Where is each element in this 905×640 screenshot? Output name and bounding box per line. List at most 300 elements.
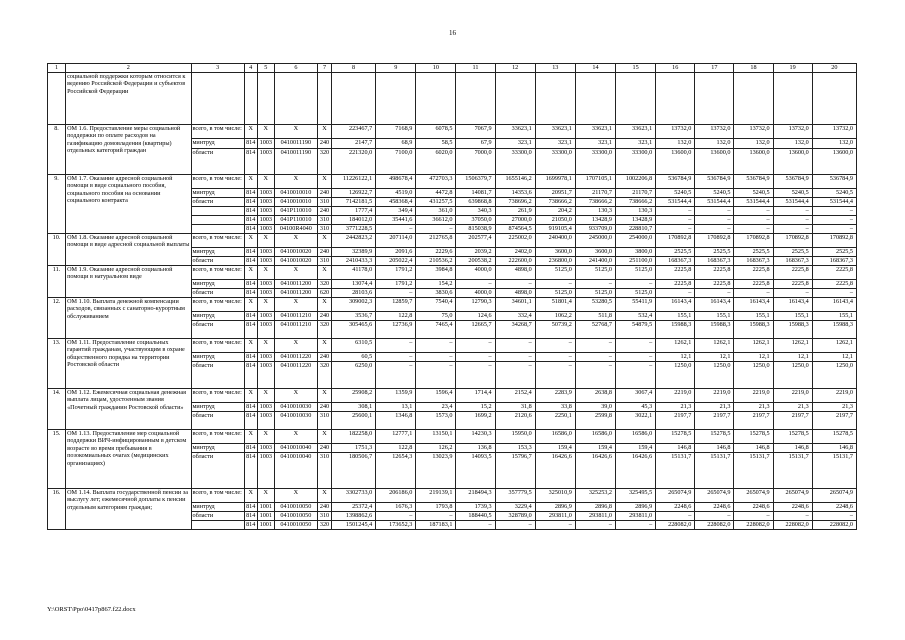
amount-cell: – bbox=[376, 289, 416, 298]
amount-cell: 2525,5 bbox=[695, 248, 734, 257]
executor-cell: области bbox=[191, 412, 244, 430]
amount-cell: 531544,4 bbox=[656, 198, 695, 207]
rzpr-cell: 1003 bbox=[257, 412, 274, 430]
amount-cell: 132,0 bbox=[734, 139, 773, 149]
executor-cell: области bbox=[191, 198, 244, 207]
grbs-cell: 814 bbox=[244, 321, 257, 339]
amount-cell: 7540,4 bbox=[416, 298, 456, 312]
grbs-cell: X bbox=[244, 266, 257, 280]
vr-cell: 310 bbox=[317, 216, 331, 225]
amount-cell: 25372,4 bbox=[332, 503, 376, 512]
amount-cell: 146,8 bbox=[773, 444, 812, 453]
row-number: 11. bbox=[48, 266, 66, 298]
grbs-cell: 814 bbox=[246, 403, 256, 410]
amount-cell: 2229,6 bbox=[416, 248, 456, 257]
grbs-cell: 814 bbox=[246, 353, 256, 360]
amount-cell: – bbox=[535, 353, 575, 362]
amount-cell: 1262,1 bbox=[695, 339, 734, 353]
amount-cell bbox=[332, 73, 376, 125]
amount-cell: 3600,0 bbox=[535, 248, 575, 257]
amount-cell: 305465,6 bbox=[332, 321, 376, 339]
amount-cell: 21,3 bbox=[695, 403, 734, 412]
amount-cell: 738666,2 bbox=[535, 198, 575, 207]
amount-cell bbox=[773, 73, 812, 125]
amount-cell: 67,9 bbox=[456, 139, 495, 149]
grbs-cell: 814 bbox=[246, 225, 256, 232]
amount-cell: 51801,4 bbox=[535, 298, 575, 312]
vr-cell: X bbox=[317, 339, 331, 353]
amount-cell: 33300,0 bbox=[535, 149, 575, 175]
amount-cell: 12,1 bbox=[695, 353, 734, 362]
amount-cell: 13428,9 bbox=[575, 216, 615, 225]
grbs-cell: 814 bbox=[244, 362, 257, 389]
amount-cell: 130,3 bbox=[575, 207, 615, 216]
amount-cell: 210536,2 bbox=[416, 257, 456, 266]
amount-cell: 3067,4 bbox=[616, 389, 656, 403]
csr-cell: 0410010050 bbox=[274, 503, 317, 512]
csr-cell: 0410011200 bbox=[274, 280, 317, 289]
amount-cell: 155,1 bbox=[695, 312, 734, 321]
amount-cell: 15988,3 bbox=[695, 321, 734, 339]
amount-cell: 16586,0 bbox=[616, 430, 656, 444]
header-cell-20: 20 bbox=[812, 64, 856, 73]
csr-cell: 0410011190 bbox=[274, 139, 317, 149]
amount-cell: 2638,8 bbox=[575, 389, 615, 403]
amount-cell: 2225,8 bbox=[734, 266, 773, 280]
amount-cell: 15950,0 bbox=[495, 430, 535, 444]
amount-cell: 168367,3 bbox=[773, 257, 812, 266]
amount-cell: 130,3 bbox=[616, 207, 656, 216]
csr-cell: X bbox=[274, 339, 317, 353]
amount-cell: 33,8 bbox=[535, 403, 575, 412]
amount-cell: 4519,0 bbox=[376, 189, 416, 198]
amount-cell: 1359,9 bbox=[376, 389, 416, 403]
csr-cell: X bbox=[274, 389, 317, 403]
amount-cell: 34601,1 bbox=[495, 298, 535, 312]
amount-cell: 7100,0 bbox=[376, 149, 416, 175]
amount-cell: 155,1 bbox=[812, 312, 856, 321]
vr-cell: 310 bbox=[317, 198, 331, 207]
amount-cell: 5125,0 bbox=[535, 266, 575, 280]
amount-cell: 2219,0 bbox=[773, 389, 812, 403]
executor-cell: области bbox=[191, 512, 244, 521]
table-row bbox=[48, 339, 857, 353]
amount-cell: 2225,8 bbox=[695, 266, 734, 280]
rzpr-cell: 1001 bbox=[257, 521, 274, 530]
amount-cell: – bbox=[495, 362, 535, 389]
amount-cell: 361,0 bbox=[416, 207, 456, 216]
vr-cell: 320 bbox=[317, 149, 331, 175]
amount-cell: 36612,0 bbox=[416, 216, 456, 225]
amount-cell: 1250,0 bbox=[656, 362, 695, 389]
executor-cell: минтруд bbox=[191, 312, 244, 321]
amount-cell: – bbox=[416, 339, 456, 353]
amount-cell: 536784,9 bbox=[812, 175, 856, 189]
amount-cell: 21,3 bbox=[812, 403, 856, 412]
amount-cell: 13600,0 bbox=[656, 149, 695, 175]
amount-cell: – bbox=[734, 289, 773, 298]
header-cell-13: 13 bbox=[535, 64, 575, 73]
rzpr-cell: X bbox=[257, 339, 274, 353]
amount-cell: 7142181,5 bbox=[332, 198, 376, 207]
amount-cell: 254000,0 bbox=[616, 234, 656, 248]
amount-cell: 16586,0 bbox=[535, 430, 575, 444]
executor-cell: минтруд bbox=[191, 189, 244, 198]
measure-name: ОМ 1.12. Ежемесячная социальная денежная выплата лицам, удостоенным звания «Почетный гражданин Ростовской области» bbox=[66, 389, 191, 430]
header-cell-7: 7 bbox=[317, 64, 331, 73]
grbs-cell: X bbox=[244, 175, 257, 189]
rzpr-cell: 1003 bbox=[257, 403, 274, 412]
grbs-cell: 814 bbox=[246, 198, 256, 205]
amount-cell: 12736,9 bbox=[376, 321, 416, 339]
amount-cell: – bbox=[416, 353, 456, 362]
rzpr-cell: 1001 bbox=[257, 503, 274, 512]
amount-cell: 21170,7 bbox=[616, 189, 656, 198]
amount-cell: 218494,3 bbox=[456, 489, 495, 503]
amount-cell: 126,2 bbox=[416, 444, 456, 453]
measure-name: ОМ 1.10. Выплата денежной компенсации расходов, связанных с санаторно-курортным обслуживанием bbox=[66, 298, 191, 339]
amount-cell: 68,9 bbox=[376, 139, 416, 149]
amount-cell: 4898,0 bbox=[495, 266, 535, 280]
amount-cell: 1262,1 bbox=[773, 339, 812, 353]
amount-cell: 12859,7 bbox=[376, 298, 416, 312]
amount-cell: 15278,5 bbox=[656, 430, 695, 444]
amount-cell: 170892,8 bbox=[773, 234, 812, 248]
table-row bbox=[48, 266, 857, 280]
header-cell-15: 15 bbox=[616, 64, 656, 73]
amount-cell: 188440,5 bbox=[456, 512, 495, 521]
amount-cell: 155,1 bbox=[773, 312, 812, 321]
amount-cell: 136,8 bbox=[456, 444, 495, 453]
amount-cell: 13,1 bbox=[376, 403, 416, 412]
amount-cell: – bbox=[416, 512, 456, 521]
amount-cell: 293811,0 bbox=[575, 512, 615, 521]
amount-cell: 3600,0 bbox=[575, 248, 615, 257]
rzpr-cell: X bbox=[257, 430, 274, 444]
amount-cell: 1791,2 bbox=[376, 280, 416, 289]
csr-cell: 0410011220 bbox=[274, 362, 317, 389]
amount-cell: 738696,2 bbox=[495, 198, 535, 207]
amount-cell: – bbox=[695, 225, 734, 234]
vr-cell: X bbox=[317, 125, 331, 139]
amount-cell: 4000,0 bbox=[456, 289, 495, 298]
amount-cell: 2219,0 bbox=[734, 389, 773, 403]
amount-cell: – bbox=[773, 289, 812, 298]
amount-cell: – bbox=[734, 207, 773, 216]
amount-cell: 5125,0 bbox=[535, 289, 575, 298]
executor-cell: области bbox=[191, 321, 244, 339]
amount-cell: 6078,5 bbox=[416, 125, 456, 139]
csr-cell: X bbox=[274, 430, 317, 444]
row-number: 8. bbox=[48, 125, 66, 175]
amount-cell: 1250,0 bbox=[812, 362, 856, 389]
amount-cell: 27000,0 bbox=[495, 216, 535, 225]
amount-cell: 13428,9 bbox=[616, 216, 656, 225]
amount-cell bbox=[695, 73, 734, 125]
amount-cell: 202577,4 bbox=[456, 234, 495, 248]
executor-cell: всего, в том числе: bbox=[191, 234, 244, 248]
csr-cell: 0410010020 bbox=[274, 257, 317, 266]
file-path-footer: Y:\ORST\Ppo\0417p867.f22.docx bbox=[47, 606, 136, 613]
row-number: 15. bbox=[48, 430, 66, 489]
amount-cell: 2225,8 bbox=[773, 266, 812, 280]
amount-cell: – bbox=[812, 512, 856, 521]
amount-cell: 1062,2 bbox=[535, 312, 575, 321]
vr-cell: 240 bbox=[317, 207, 331, 216]
amount-cell: – bbox=[575, 280, 615, 289]
header-cell-4: 4 bbox=[244, 64, 257, 73]
rzpr-cell: 1003 bbox=[257, 321, 274, 339]
amount-cell: 2219,0 bbox=[812, 389, 856, 403]
amount-cell: 13150,1 bbox=[416, 430, 456, 444]
amount-cell: 12790,3 bbox=[456, 298, 495, 312]
amount-cell: 1739,3 bbox=[456, 503, 495, 512]
amount-cell: – bbox=[695, 216, 734, 225]
amount-cell: 2525,5 bbox=[812, 248, 856, 257]
amount-cell: 124,6 bbox=[456, 312, 495, 321]
amount-cell: 41178,0 bbox=[332, 266, 376, 280]
executor-cell bbox=[191, 225, 244, 234]
rzpr-cell: X bbox=[257, 489, 274, 503]
vr-cell: 310 bbox=[317, 412, 331, 430]
amount-cell: 2225,8 bbox=[656, 266, 695, 280]
grbs-cell bbox=[244, 73, 257, 125]
amount-cell: 219139,1 bbox=[416, 489, 456, 503]
amount-cell: 293811,0 bbox=[616, 512, 656, 521]
amount-cell: 240400,0 bbox=[535, 234, 575, 248]
vr-cell: 310 bbox=[317, 512, 331, 521]
amount-cell: 2219,0 bbox=[656, 389, 695, 403]
rzpr-cell: 1003 bbox=[257, 257, 274, 266]
amount-cell: 15131,7 bbox=[812, 453, 856, 489]
rzpr-cell: 1003 bbox=[257, 312, 274, 321]
amount-cell: 2248,6 bbox=[656, 503, 695, 512]
amount-cell bbox=[812, 73, 856, 125]
amount-cell: 146,8 bbox=[812, 444, 856, 453]
amount-cell: 2225,8 bbox=[656, 280, 695, 289]
amount-cell: 2525,5 bbox=[656, 248, 695, 257]
executor-cell: области bbox=[191, 257, 244, 266]
amount-cell: – bbox=[575, 353, 615, 362]
amount-cell: 5125,0 bbox=[575, 266, 615, 280]
csr-cell: 0410010040 bbox=[274, 453, 317, 489]
amount-cell: 1707105,1 bbox=[575, 175, 615, 189]
vr-cell: 240 bbox=[317, 139, 331, 149]
amount-cell: – bbox=[416, 362, 456, 389]
vr-cell: 240 bbox=[317, 403, 331, 412]
executor-cell: всего, в том числе: bbox=[191, 489, 244, 503]
amount-cell: 738666,2 bbox=[575, 198, 615, 207]
amount-cell: 511,8 bbox=[575, 312, 615, 321]
amount-cell: 15796,7 bbox=[495, 453, 535, 489]
executor-cell: области bbox=[191, 289, 244, 298]
row-number: 10. bbox=[48, 234, 66, 266]
amount-cell: 6250,0 bbox=[332, 362, 376, 389]
amount-cell: 919105,4 bbox=[535, 225, 575, 234]
amount-cell: – bbox=[695, 207, 734, 216]
amount-cell: 15131,7 bbox=[695, 453, 734, 489]
amount-cell: 5240,5 bbox=[773, 189, 812, 198]
csr-cell: 0410010050 bbox=[274, 512, 317, 521]
amount-cell: 21,3 bbox=[734, 403, 773, 412]
csr-cell: 0410011220 bbox=[274, 353, 317, 362]
amount-cell: 15988,3 bbox=[656, 321, 695, 339]
amount-cell: – bbox=[695, 512, 734, 521]
amount-cell: 7067,9 bbox=[456, 125, 495, 139]
amount-cell: 1655146,2 bbox=[495, 175, 535, 189]
amount-cell: 1002206,8 bbox=[616, 175, 656, 189]
amount-cell: 153,3 bbox=[495, 444, 535, 453]
amount-cell: 52768,7 bbox=[575, 321, 615, 339]
header-cell-6: 6 bbox=[274, 64, 317, 73]
amount-cell: 531544,4 bbox=[734, 198, 773, 207]
rzpr-cell: 1003 bbox=[257, 189, 274, 198]
amount-cell: 33300,0 bbox=[495, 149, 535, 175]
grbs-cell: 814 bbox=[246, 248, 256, 255]
amount-cell: 1573,0 bbox=[416, 412, 456, 430]
executor-cell: минтруд bbox=[191, 248, 244, 257]
amount-cell: 204,2 bbox=[535, 207, 575, 216]
amount-cell: 228082,0 bbox=[734, 521, 773, 530]
amount-cell: 14081,7 bbox=[456, 189, 495, 198]
amount-cell: – bbox=[734, 216, 773, 225]
amount-cell: – bbox=[376, 353, 416, 362]
amount-cell: 2248,6 bbox=[773, 503, 812, 512]
vr-cell: 320 bbox=[317, 362, 331, 389]
amount-cell: 15131,7 bbox=[734, 453, 773, 489]
grbs-cell: 814 bbox=[246, 280, 256, 287]
rzpr-cell: 1001 bbox=[257, 512, 274, 521]
measure-name: ОМ 1.7. Оказание адресной социальной помощи в виде социального пособия, социального пособия на основании социального контракта bbox=[66, 175, 191, 234]
csr-cell: 0410011200 bbox=[274, 289, 317, 298]
amount-cell: 212765,8 bbox=[416, 234, 456, 248]
amount-cell: 1398862,6 bbox=[332, 512, 376, 521]
amount-cell: 12,1 bbox=[773, 353, 812, 362]
amount-cell: 532,4 bbox=[616, 312, 656, 321]
vr-cell: X bbox=[317, 489, 331, 503]
amount-cell: 2225,8 bbox=[812, 280, 856, 289]
amount-cell: 12665,7 bbox=[456, 321, 495, 339]
row-number: 9. bbox=[48, 175, 66, 234]
amount-cell: 2402,0 bbox=[495, 248, 535, 257]
amount-cell: 325010,9 bbox=[535, 489, 575, 503]
amount-cell bbox=[616, 73, 656, 125]
rzpr-cell: X bbox=[257, 234, 274, 248]
header-cell-14: 14 bbox=[575, 64, 615, 73]
amount-cell: 15131,7 bbox=[773, 453, 812, 489]
vr-cell: 240 bbox=[317, 189, 331, 198]
amount-cell: 1699978,1 bbox=[535, 175, 575, 189]
amount-cell: 1262,1 bbox=[812, 339, 856, 353]
amount-cell: 1501245,4 bbox=[332, 521, 376, 530]
amount-cell: 3022,1 bbox=[616, 412, 656, 430]
measure-name: ОМ 1.11. Предоставление социальных гарантий гражданам, участвующим в охране общественного порядка на территории Ростовской области bbox=[66, 339, 191, 389]
amount-cell: 2039,2 bbox=[456, 248, 495, 257]
row-number bbox=[48, 73, 66, 125]
amount-cell: 228810,7 bbox=[616, 225, 656, 234]
amount-cell: 2225,8 bbox=[773, 280, 812, 289]
rzpr-cell: 1003 bbox=[257, 207, 274, 216]
amount-cell: 11226122,1 bbox=[332, 175, 376, 189]
amount-cell: 60,5 bbox=[332, 353, 376, 362]
grbs-cell: 814 bbox=[246, 257, 256, 264]
amount-cell: 7000,0 bbox=[456, 149, 495, 175]
amount-cell: 39,0 bbox=[575, 403, 615, 412]
amount-cell: 357779,5 bbox=[495, 489, 535, 503]
amount-cell: 132,0 bbox=[773, 139, 812, 149]
amount-cell: 228082,0 bbox=[812, 521, 856, 530]
amount-cell: 16143,4 bbox=[734, 298, 773, 312]
amount-cell: 531544,4 bbox=[812, 198, 856, 207]
amount-cell: 2410433,3 bbox=[332, 257, 376, 266]
amount-cell: 23,4 bbox=[416, 403, 456, 412]
amount-cell: 35441,6 bbox=[376, 216, 416, 225]
amount-cell: – bbox=[575, 521, 615, 530]
amount-cell: 323,1 bbox=[495, 139, 535, 149]
executor-cell: минтруд bbox=[191, 280, 244, 289]
amount-cell: 2250,1 bbox=[535, 412, 575, 430]
amount-cell: 16143,4 bbox=[695, 298, 734, 312]
amount-cell bbox=[416, 73, 456, 125]
amount-cell: 874564,5 bbox=[495, 225, 535, 234]
rzpr-cell: 1003 bbox=[257, 198, 274, 207]
executor-cell: области bbox=[191, 453, 244, 489]
csr-cell: 0410011210 bbox=[274, 312, 317, 321]
amount-cell: – bbox=[656, 289, 695, 298]
rzpr-cell bbox=[257, 73, 274, 125]
amount-cell: 159,4 bbox=[616, 444, 656, 453]
amount-cell: 1699,2 bbox=[456, 412, 495, 430]
amount-cell: 236800,0 bbox=[535, 257, 575, 266]
csr-cell: X bbox=[274, 125, 317, 139]
amount-cell: 1506379,7 bbox=[456, 175, 495, 189]
amount-cell: – bbox=[616, 339, 656, 353]
amount-cell: 12777,1 bbox=[376, 430, 416, 444]
amount-cell bbox=[495, 73, 535, 125]
amount-cell: 13074,4 bbox=[332, 280, 376, 289]
vr-cell: X bbox=[317, 175, 331, 189]
csr-cell: 0410010040 bbox=[274, 444, 317, 453]
page-number: 16 bbox=[449, 29, 456, 37]
amount-cell: 154,2 bbox=[416, 280, 456, 289]
header-cell-10: 10 bbox=[416, 64, 456, 73]
executor-cell: всего, в том числе: bbox=[191, 430, 244, 444]
amount-cell: 221320,0 bbox=[332, 149, 376, 175]
header-cell-17: 17 bbox=[695, 64, 734, 73]
amount-cell: 458368,4 bbox=[376, 198, 416, 207]
amount-cell: 536784,9 bbox=[734, 175, 773, 189]
amount-cell: – bbox=[616, 362, 656, 389]
csr-cell: X bbox=[274, 266, 317, 280]
amount-cell: 12,1 bbox=[812, 353, 856, 362]
vr-cell: X bbox=[317, 430, 331, 444]
measure-name: ОМ 1.8. Оказание адресной социальной помощи в виде адресной социальной выплаты bbox=[66, 234, 191, 266]
amount-cell: 14093,5 bbox=[456, 453, 495, 489]
amount-cell: 1777,4 bbox=[332, 207, 376, 216]
amount-cell: 265074,9 bbox=[695, 489, 734, 503]
executor-cell: минтруд bbox=[191, 403, 244, 412]
grbs-cell: 814 bbox=[244, 139, 257, 149]
amount-cell: 2599,8 bbox=[575, 412, 615, 430]
amount-cell: 13600,0 bbox=[773, 149, 812, 175]
amount-cell: 122,8 bbox=[376, 312, 416, 321]
amount-cell: 159,4 bbox=[575, 444, 615, 453]
amount-cell: – bbox=[376, 362, 416, 389]
amount-cell: 2197,7 bbox=[656, 412, 695, 430]
csr-cell: 04100R4040 bbox=[274, 225, 317, 234]
amount-cell: 13732,0 bbox=[734, 125, 773, 139]
table-row bbox=[48, 234, 857, 248]
